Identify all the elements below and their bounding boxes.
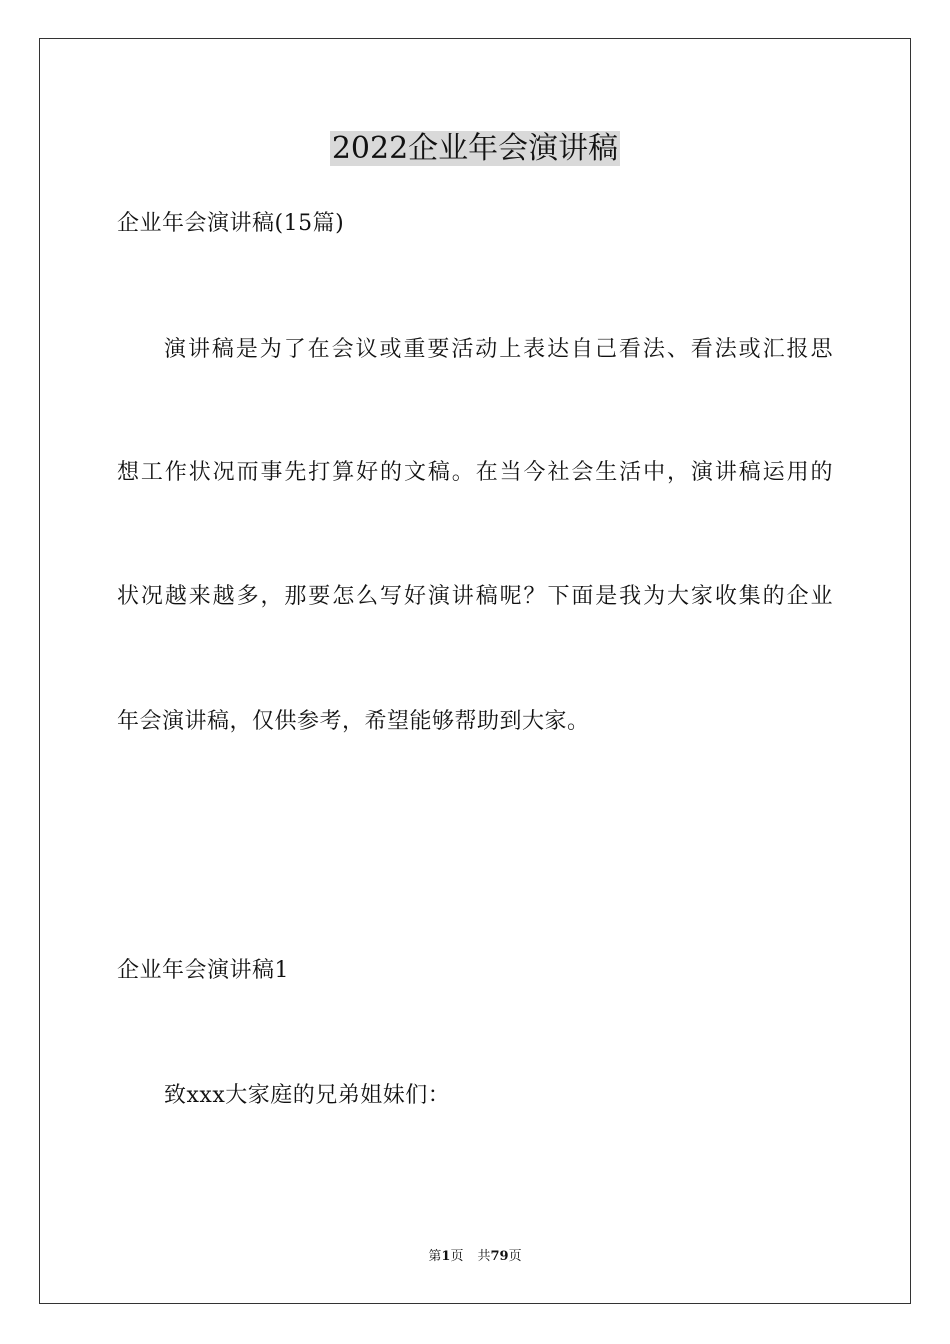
intro-line-3: 状况越来越多，那要怎么写好演讲稿呢？下面是我为大家收集的企业 bbox=[117, 584, 833, 609]
footer-page-number: 1 bbox=[441, 1249, 451, 1264]
document-title-text: 2022企业年会演讲稿 bbox=[331, 131, 619, 166]
footer-page-suffix: 页 bbox=[450, 1249, 464, 1264]
footer-total-pages: 79 bbox=[490, 1249, 509, 1264]
salutation: 致xxx大家庭的兄弟姐妹们： bbox=[164, 1083, 451, 1108]
footer-total-prefix: 共 bbox=[477, 1249, 491, 1264]
section-heading: 企业年会演讲稿1 bbox=[117, 958, 289, 983]
intro-line-1: 演讲稿是为了在会议或重要活动上表达自己看法、看法或汇报思 bbox=[164, 337, 833, 362]
document-title bbox=[0, 126, 950, 172]
intro-line-2: 想工作状况而事先打算好的文稿。在当今社会生活中，演讲稿运用的 bbox=[117, 460, 833, 485]
footer-page-prefix: 第 bbox=[428, 1249, 442, 1264]
page-footer bbox=[0, 1248, 950, 1266]
document-subtitle: 企业年会演讲稿(15篇) bbox=[117, 211, 345, 236]
intro-line-4: 年会演讲稿，仅供参考，希望能够帮助到大家。 bbox=[117, 709, 590, 734]
footer-total-suffix: 页 bbox=[508, 1249, 522, 1264]
